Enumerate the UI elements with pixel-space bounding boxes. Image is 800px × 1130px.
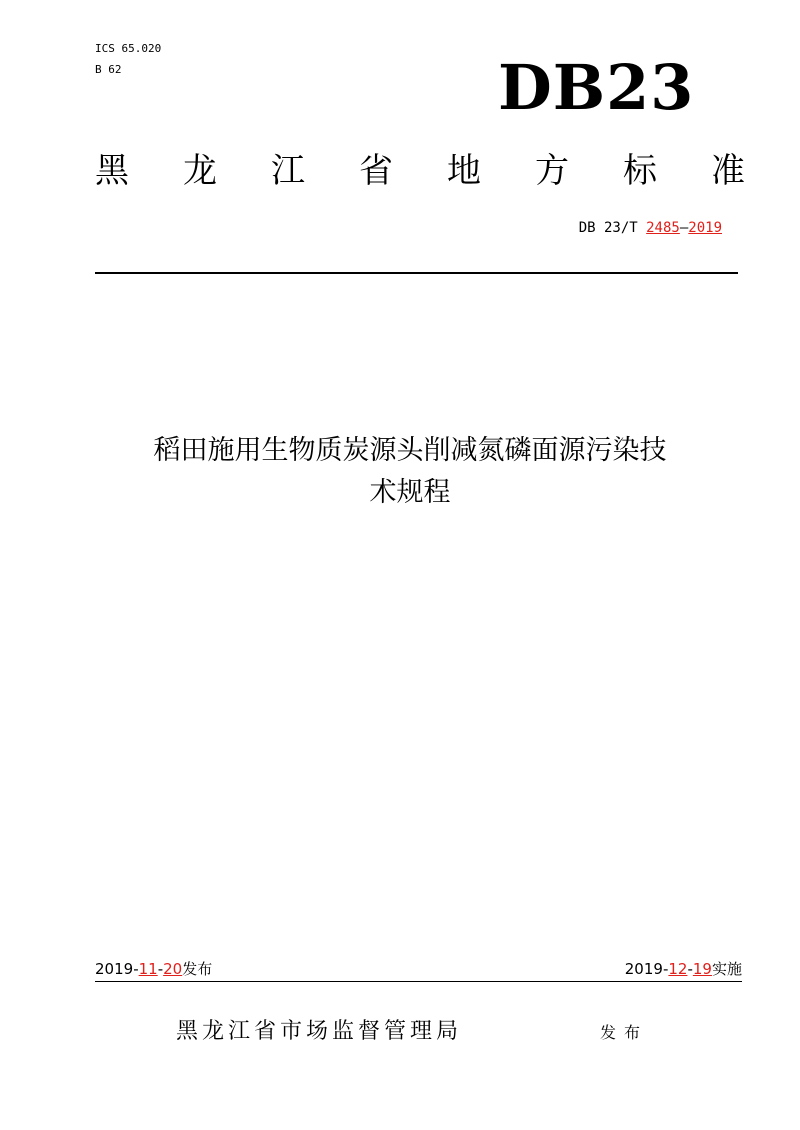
release-date (95, 958, 212, 980)
standard-type-char: 江 (271, 151, 305, 191)
release-day: 20 (163, 960, 183, 978)
implementation-label: 实施 (711, 960, 742, 978)
release-label: 发布 (182, 960, 213, 978)
ics-code: ICS 65.020 (95, 42, 162, 55)
standard-code-prefix: DB 23/T (578, 220, 647, 236)
standard-type-char: 标 (623, 151, 657, 191)
document-title (60, 430, 760, 514)
implementation-month: 12 (668, 960, 688, 978)
db-logo: DB23 (498, 51, 695, 124)
standard-code (579, 218, 722, 238)
header-divider (95, 272, 738, 274)
release-dash-2: - (157, 960, 164, 978)
issuing-label: 发布 (600, 1023, 649, 1042)
implementation-year: 2019 (624, 960, 663, 978)
standard-type-char: 黑 (95, 151, 129, 191)
standard-code-year: 2019 (688, 220, 722, 236)
standard-code-number: 2485 (646, 220, 680, 236)
standard-type-heading (95, 146, 745, 196)
standard-type-char: 省 (359, 151, 393, 191)
implementation-dash-2: - (687, 960, 693, 978)
release-dash-1: - (133, 960, 139, 978)
implementation-dash-1: - (662, 960, 669, 978)
release-month: 11 (138, 960, 158, 978)
title-line-1: 稻田施用生物质炭源头削减氮磷面源污染技 (153, 435, 667, 466)
title-line-2: 术规程 (369, 477, 451, 508)
implementation-date (625, 958, 742, 980)
release-year: 2019 (95, 960, 134, 978)
standard-type-char: 地 (447, 151, 481, 191)
ccs-code: B 62 (95, 63, 122, 76)
standard-type-char: 方 (535, 151, 569, 191)
footer-divider (95, 981, 742, 982)
standard-type-char: 准 (711, 151, 745, 191)
standard-type-char: 龙 (183, 151, 217, 191)
standard-code-dash: — (679, 220, 689, 236)
issuing-authority: 黑龙江省市场监督管理局 (176, 1019, 463, 1044)
implementation-day: 19 (692, 960, 712, 978)
